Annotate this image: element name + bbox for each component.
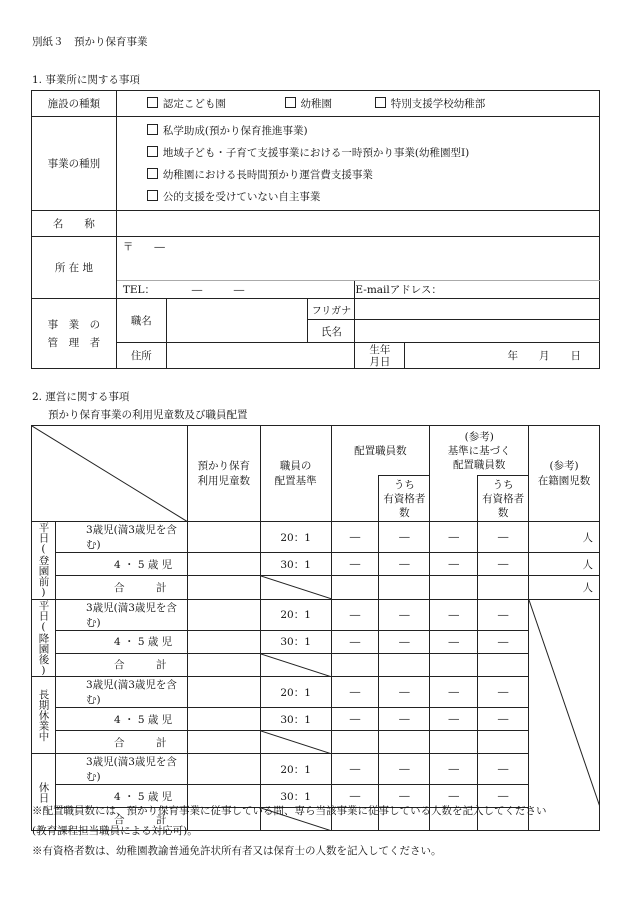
table-row	[32, 677, 600, 708]
checkbox-business-2[interactable]: 地域子ども・子育て支援事業における一時預かり事業(幼稚園型Ⅰ)	[147, 142, 599, 164]
job-title-label: 職名	[116, 299, 166, 343]
staff-cell[interactable]	[478, 576, 529, 599]
staff-cell[interactable]	[379, 653, 430, 676]
row-label: 4 ・ 5 歳 児	[55, 630, 187, 653]
manager-label: 事 業 の 管 理 者	[32, 299, 117, 369]
checkbox-business-4[interactable]: 公的支援を受けていない自主事業	[147, 186, 599, 208]
staff-cell[interactable]: ―	[379, 522, 430, 553]
section1-heading: 1. 事業所に関する事項	[32, 74, 140, 86]
children-count-cell[interactable]	[187, 708, 260, 731]
staff-cell[interactable]: ―	[430, 630, 478, 653]
furigana-field[interactable]	[355, 299, 600, 320]
furigana-label: フリガナ	[308, 299, 355, 320]
staff-cell[interactable]: ―	[478, 785, 529, 808]
children-count-cell[interactable]	[187, 653, 260, 676]
children-count-cell[interactable]	[187, 731, 260, 754]
staff-cell[interactable]: ―	[379, 708, 430, 731]
ratio-cell: 30：1	[260, 553, 331, 576]
children-count-cell[interactable]	[187, 630, 260, 653]
staff-cell[interactable]	[430, 731, 478, 754]
facility-type-options	[116, 91, 599, 117]
staff-cell[interactable]: ―	[430, 708, 478, 731]
checkbox-nintei[interactable]: 認定こども園	[147, 98, 226, 110]
table-row	[32, 599, 600, 630]
staff-cell[interactable]: ―	[430, 677, 478, 708]
ratio-cell	[260, 731, 331, 754]
ratio-cell: 30：1	[260, 708, 331, 731]
ratio-cell: 20：1	[260, 522, 331, 553]
children-count-cell[interactable]	[187, 677, 260, 708]
checkbox-icon	[285, 97, 296, 108]
checkbox-youchien[interactable]: 幼稚園	[285, 98, 333, 110]
staff-cell[interactable]	[430, 576, 478, 599]
table-row	[32, 576, 600, 599]
row-label: 3歳児(満3歳児を含む)	[55, 677, 187, 708]
group-label-text: 長期休業中	[37, 688, 50, 742]
note-1: ※配置職員数には、預かり保育事業に従事している間、専ら当該事業に従事している人数を記入してください	[32, 805, 547, 817]
header-enrolled: (参考) 在籍園児数	[529, 426, 600, 522]
staff-cell[interactable]	[379, 576, 430, 599]
business-type-options	[116, 117, 599, 211]
staff-cell[interactable]: ―	[478, 599, 529, 630]
enrolled-cell[interactable]: 人	[529, 553, 600, 576]
staff-cell[interactable]	[430, 653, 478, 676]
note-3: ※有資格者数は、幼稚園教諭普通免許状所有者又は保育士の人数を記入してください。	[32, 845, 442, 857]
business-type-label: 事業の種別	[32, 117, 117, 211]
checkbox-icon	[147, 190, 158, 201]
checkbox-icon	[147, 124, 158, 135]
row-label: 合 計	[55, 731, 187, 754]
name-label: 名 称	[32, 211, 117, 237]
staff-cell[interactable]	[331, 653, 379, 676]
person-name-label: 氏名	[308, 320, 355, 343]
postal-field[interactable]: 〒 ―	[116, 237, 599, 281]
header-corner	[32, 426, 188, 522]
residence-label: 住所	[116, 343, 166, 369]
header-ref-total	[430, 476, 478, 522]
group-label-text: 休日	[37, 781, 50, 803]
group-label	[32, 754, 56, 831]
section2-subheading: 預かり保育事業の利用児童数及び職員配置	[48, 409, 248, 421]
staff-cell[interactable]: ―	[379, 599, 430, 630]
header-staff: 配置職員数	[331, 426, 430, 476]
staff-cell[interactable]: ―	[331, 754, 379, 785]
staff-cell[interactable]	[478, 731, 529, 754]
group-label-text: 平日(登園前)	[37, 522, 50, 599]
operations-table	[31, 425, 600, 831]
email-field[interactable]: E-mailアドレス：	[355, 281, 600, 299]
table-row	[32, 754, 600, 785]
row-label: 3歳児(満3歳児を含む)	[55, 522, 187, 553]
checkbox-tokubetsu[interactable]: 特別支援学校幼稚部	[375, 98, 486, 110]
header-staff-total	[331, 476, 379, 522]
checkbox-business-3[interactable]: 幼稚園における長時間預かり運営費支援事業	[147, 164, 599, 186]
staff-cell[interactable]: ―	[331, 630, 379, 653]
staff-cell[interactable]: ―	[331, 785, 379, 808]
staff-cell[interactable]: ―	[478, 754, 529, 785]
row-label: 3歳児(満3歳児を含む)	[55, 599, 187, 630]
staff-cell[interactable]: ―	[478, 553, 529, 576]
staff-cell[interactable]: ―	[379, 553, 430, 576]
header-children: 預かり保育 利用児童数	[187, 426, 260, 522]
ratio-cell	[260, 576, 331, 599]
checkbox-business-1[interactable]: 私学助成(預かり保育推進事業)	[147, 120, 599, 142]
staff-cell[interactable]: ―	[331, 677, 379, 708]
row-label: 合 計	[55, 576, 187, 599]
doc-title: 別紙３ 預かり保育事業	[32, 36, 148, 48]
staff-cell[interactable]: ―	[430, 553, 478, 576]
checkbox-icon	[147, 168, 158, 179]
staff-cell[interactable]: ―	[379, 677, 430, 708]
ratio-cell: 30：1	[260, 785, 331, 808]
table-row	[32, 630, 600, 653]
group-label	[32, 677, 56, 754]
address-label: 所 在 地	[32, 237, 117, 299]
table-row	[32, 522, 600, 553]
staff-cell[interactable]: ―	[478, 708, 529, 731]
ratio-cell: 30：1	[260, 630, 331, 653]
header-staff-qualified: うち 有資格者 数	[379, 476, 430, 522]
staff-cell[interactable]: ―	[478, 677, 529, 708]
ratio-cell: 20：1	[260, 754, 331, 785]
diagonal-line	[529, 600, 600, 807]
checkbox-icon	[375, 97, 386, 108]
birth-label: 生年 月日	[355, 343, 405, 369]
children-count-cell[interactable]	[187, 576, 260, 599]
staff-cell[interactable]: ―	[430, 754, 478, 785]
row-label: 4 ・ 5 歳 児	[55, 553, 187, 576]
group-label	[32, 522, 56, 600]
staff-cell[interactable]: ―	[379, 630, 430, 653]
ratio-cell: 20：1	[260, 599, 331, 630]
staff-cell[interactable]	[331, 731, 379, 754]
enrolled-crossed-cell	[529, 599, 600, 831]
staff-cell[interactable]	[478, 653, 529, 676]
staff-cell[interactable]: ―	[331, 708, 379, 731]
children-count-cell[interactable]	[187, 599, 260, 630]
job-title-field[interactable]	[166, 299, 308, 343]
ratio-cell: 20：1	[260, 677, 331, 708]
checkbox-icon	[147, 146, 158, 157]
staff-cell[interactable]: ―	[379, 785, 430, 808]
ratio-cell	[260, 653, 331, 676]
facility-type-label: 施設の種類	[32, 91, 117, 117]
table-row	[32, 708, 600, 731]
section2-heading: 2. 運営に関する事項	[32, 391, 130, 403]
staff-cell[interactable]	[379, 731, 430, 754]
diagonal-line	[261, 576, 332, 599]
diagonal-line	[32, 426, 188, 522]
table-row	[32, 653, 600, 676]
residence-field[interactable]	[166, 343, 355, 369]
group-label	[32, 599, 56, 677]
facility-table	[31, 90, 600, 369]
diagonal-line	[261, 654, 332, 677]
header-ref-qualified: うち 有資格者 数	[478, 476, 529, 522]
staff-cell[interactable]: ―	[379, 754, 430, 785]
row-label: 合 計	[55, 808, 187, 831]
children-count-cell[interactable]	[187, 754, 260, 785]
staff-cell[interactable]: ―	[430, 599, 478, 630]
row-label: 合 計	[55, 653, 187, 676]
diagonal-line	[261, 731, 332, 754]
staff-cell[interactable]: ―	[430, 522, 478, 553]
row-label: 3歳児(満3歳児を含む)	[55, 754, 187, 785]
enrolled-cell[interactable]: 人	[529, 522, 600, 553]
name-field[interactable]	[116, 211, 599, 237]
staff-cell[interactable]	[331, 576, 379, 599]
table-row	[32, 731, 600, 754]
staff-cell[interactable]: ―	[331, 553, 379, 576]
staff-cell[interactable]: ―	[430, 785, 478, 808]
person-name-field[interactable]	[355, 320, 600, 343]
children-count-cell[interactable]	[187, 553, 260, 576]
header-ref-staff: (参考) 基準に基づく 配置職員数	[430, 426, 529, 476]
enrolled-cell[interactable]: 人	[529, 576, 600, 599]
row-label: 4 ・ 5 歳 児	[55, 708, 187, 731]
staff-cell[interactable]: ―	[478, 630, 529, 653]
header-standard: 職員の 配置基準	[260, 426, 331, 522]
staff-cell[interactable]: ―	[331, 522, 379, 553]
checkbox-icon	[147, 97, 158, 108]
row-label: 4 ・ 5 歳 児	[55, 785, 187, 808]
group-label-text: 平日(降園後)	[37, 599, 50, 676]
tel-field[interactable]: TEL： ― ―	[116, 281, 355, 299]
table-row	[32, 553, 600, 576]
children-count-cell[interactable]	[187, 522, 260, 553]
staff-cell[interactable]: ―	[478, 522, 529, 553]
birth-date-field[interactable]: 年 月 日	[405, 343, 600, 369]
staff-cell[interactable]: ―	[331, 599, 379, 630]
note-2: (教育課程担当職員による対応可)。	[32, 825, 198, 837]
